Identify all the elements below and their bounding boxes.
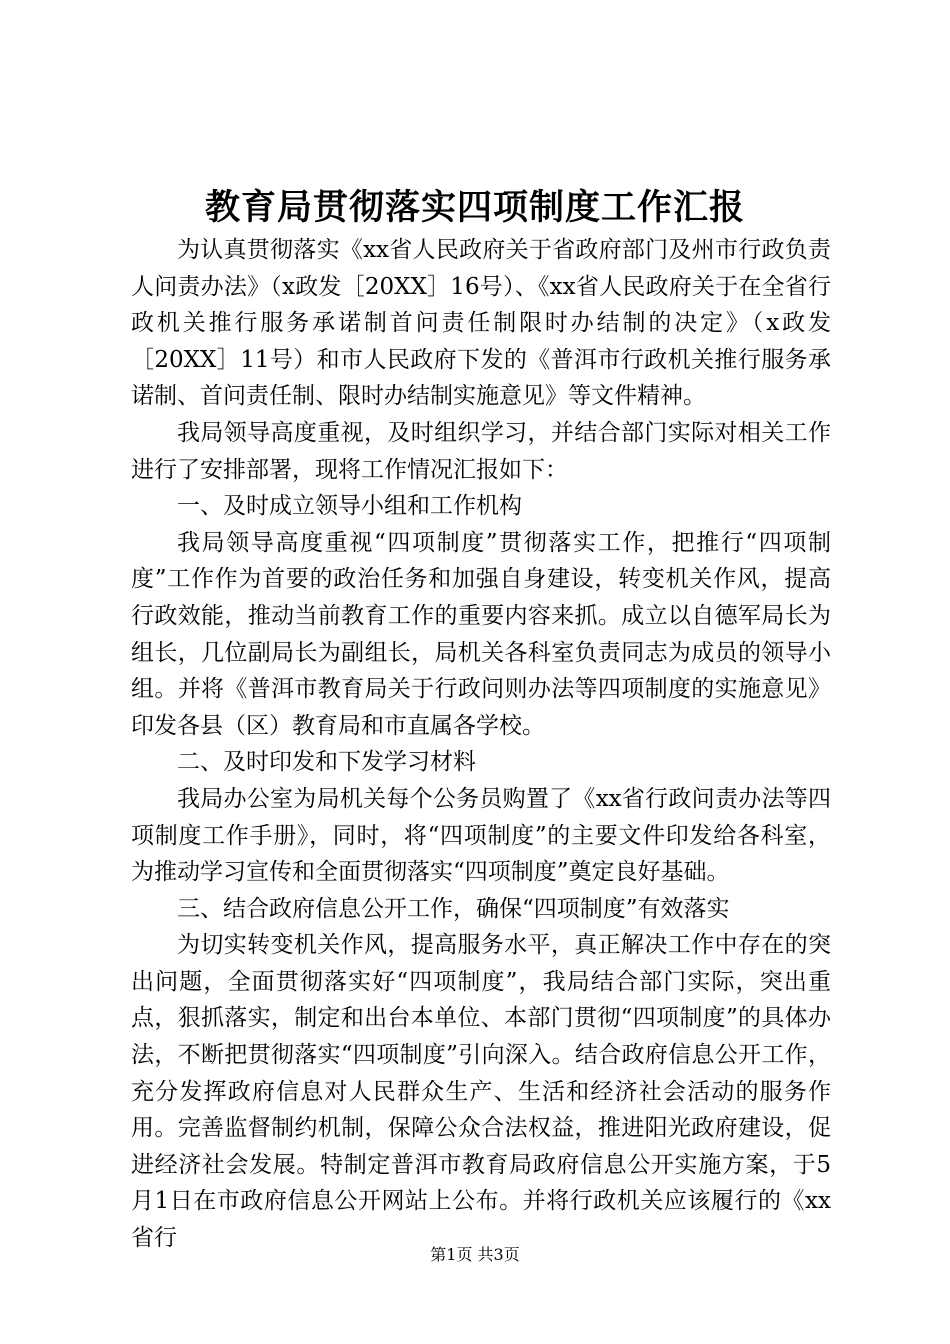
section-heading-3: 三、结合政府信息公开工作，确保“四项制度”有效落实 (177, 895, 730, 922)
paragraph-section-1: 我局领导高度重视“四项制度”贯彻落实工作，把推行“四项制度”工作作为首要的政治任务和加强自身建设，转变机关作风，提高行政效能，推动当前教育工作的重要内容来抓。成立以自德军局长为组长，几位副局长为副组长，局机关各科室负责同志为成员的领导小组。并将《普洱市教育局关于行政问则办法等四项制度的实施意见》印发各县（区）教育局和市直属各学校。 (131, 529, 831, 739)
section-heading-2: 二、及时印发和下发学习材料 (177, 749, 476, 776)
document-body (131, 232, 831, 1257)
section-heading-1: 一、及时成立领导小组和工作机构 (177, 493, 522, 520)
paragraph-intro: 为认真贯彻落实《xx省人民政府关于省政府部门及州市行政负责人问责办法》（x政发［20XX］16号）、《xx省人民政府关于在全省行政机关推行服务承诺制首问责任制限时办结制的决定》（x政发［20XX］11号）和市人民政府下发的《普洱市行政机关推行服务承诺制、首问责任制、限时办结制实施意见》等文件精神。 (131, 237, 831, 410)
page-number-footer: 第1页 共3页 (430, 1245, 520, 1264)
paragraph-section-2: 我局办公室为局机关每个公务员购置了《xx省行政问责办法等四项制度工作手册》，同时，将“四项制度”的主要文件印发给各科室，为推动学习宣传和全面贯彻落实“四项制度”奠定良好基础。 (131, 785, 831, 886)
paragraph-section-3: 为切实转变机关作风，提高服务水平，真正解决工作中存在的突出问题，全面贯彻落实好“四项制度”，我局结合部门实际，突出重点，狠抓落实，制定和出台本单位、本部门贯彻“四项制度”的具体办法，不断把贯彻落实“四项制度”引向深入。结合政府信息公开工作，充分发挥政府信息对人民群众生产、生活和经济社会活动的服务作用。完善监督制约机制，保障公众合法权益，推进阳光政府建设，促进经济社会发展。特制定普洱市教育局政府信息公开实施方案，于5月1日在市政府信息公开网站上公布。并将行政机关应该履行的《xx省行 (131, 932, 831, 1252)
document-title: 教育局贯彻落实四项制度工作汇报 (204, 187, 745, 228)
paragraph-summary: 我局领导高度重视，及时组织学习，并结合部门实际对相关工作进行了安排部署，现将工作情况汇报如下： (131, 419, 831, 483)
